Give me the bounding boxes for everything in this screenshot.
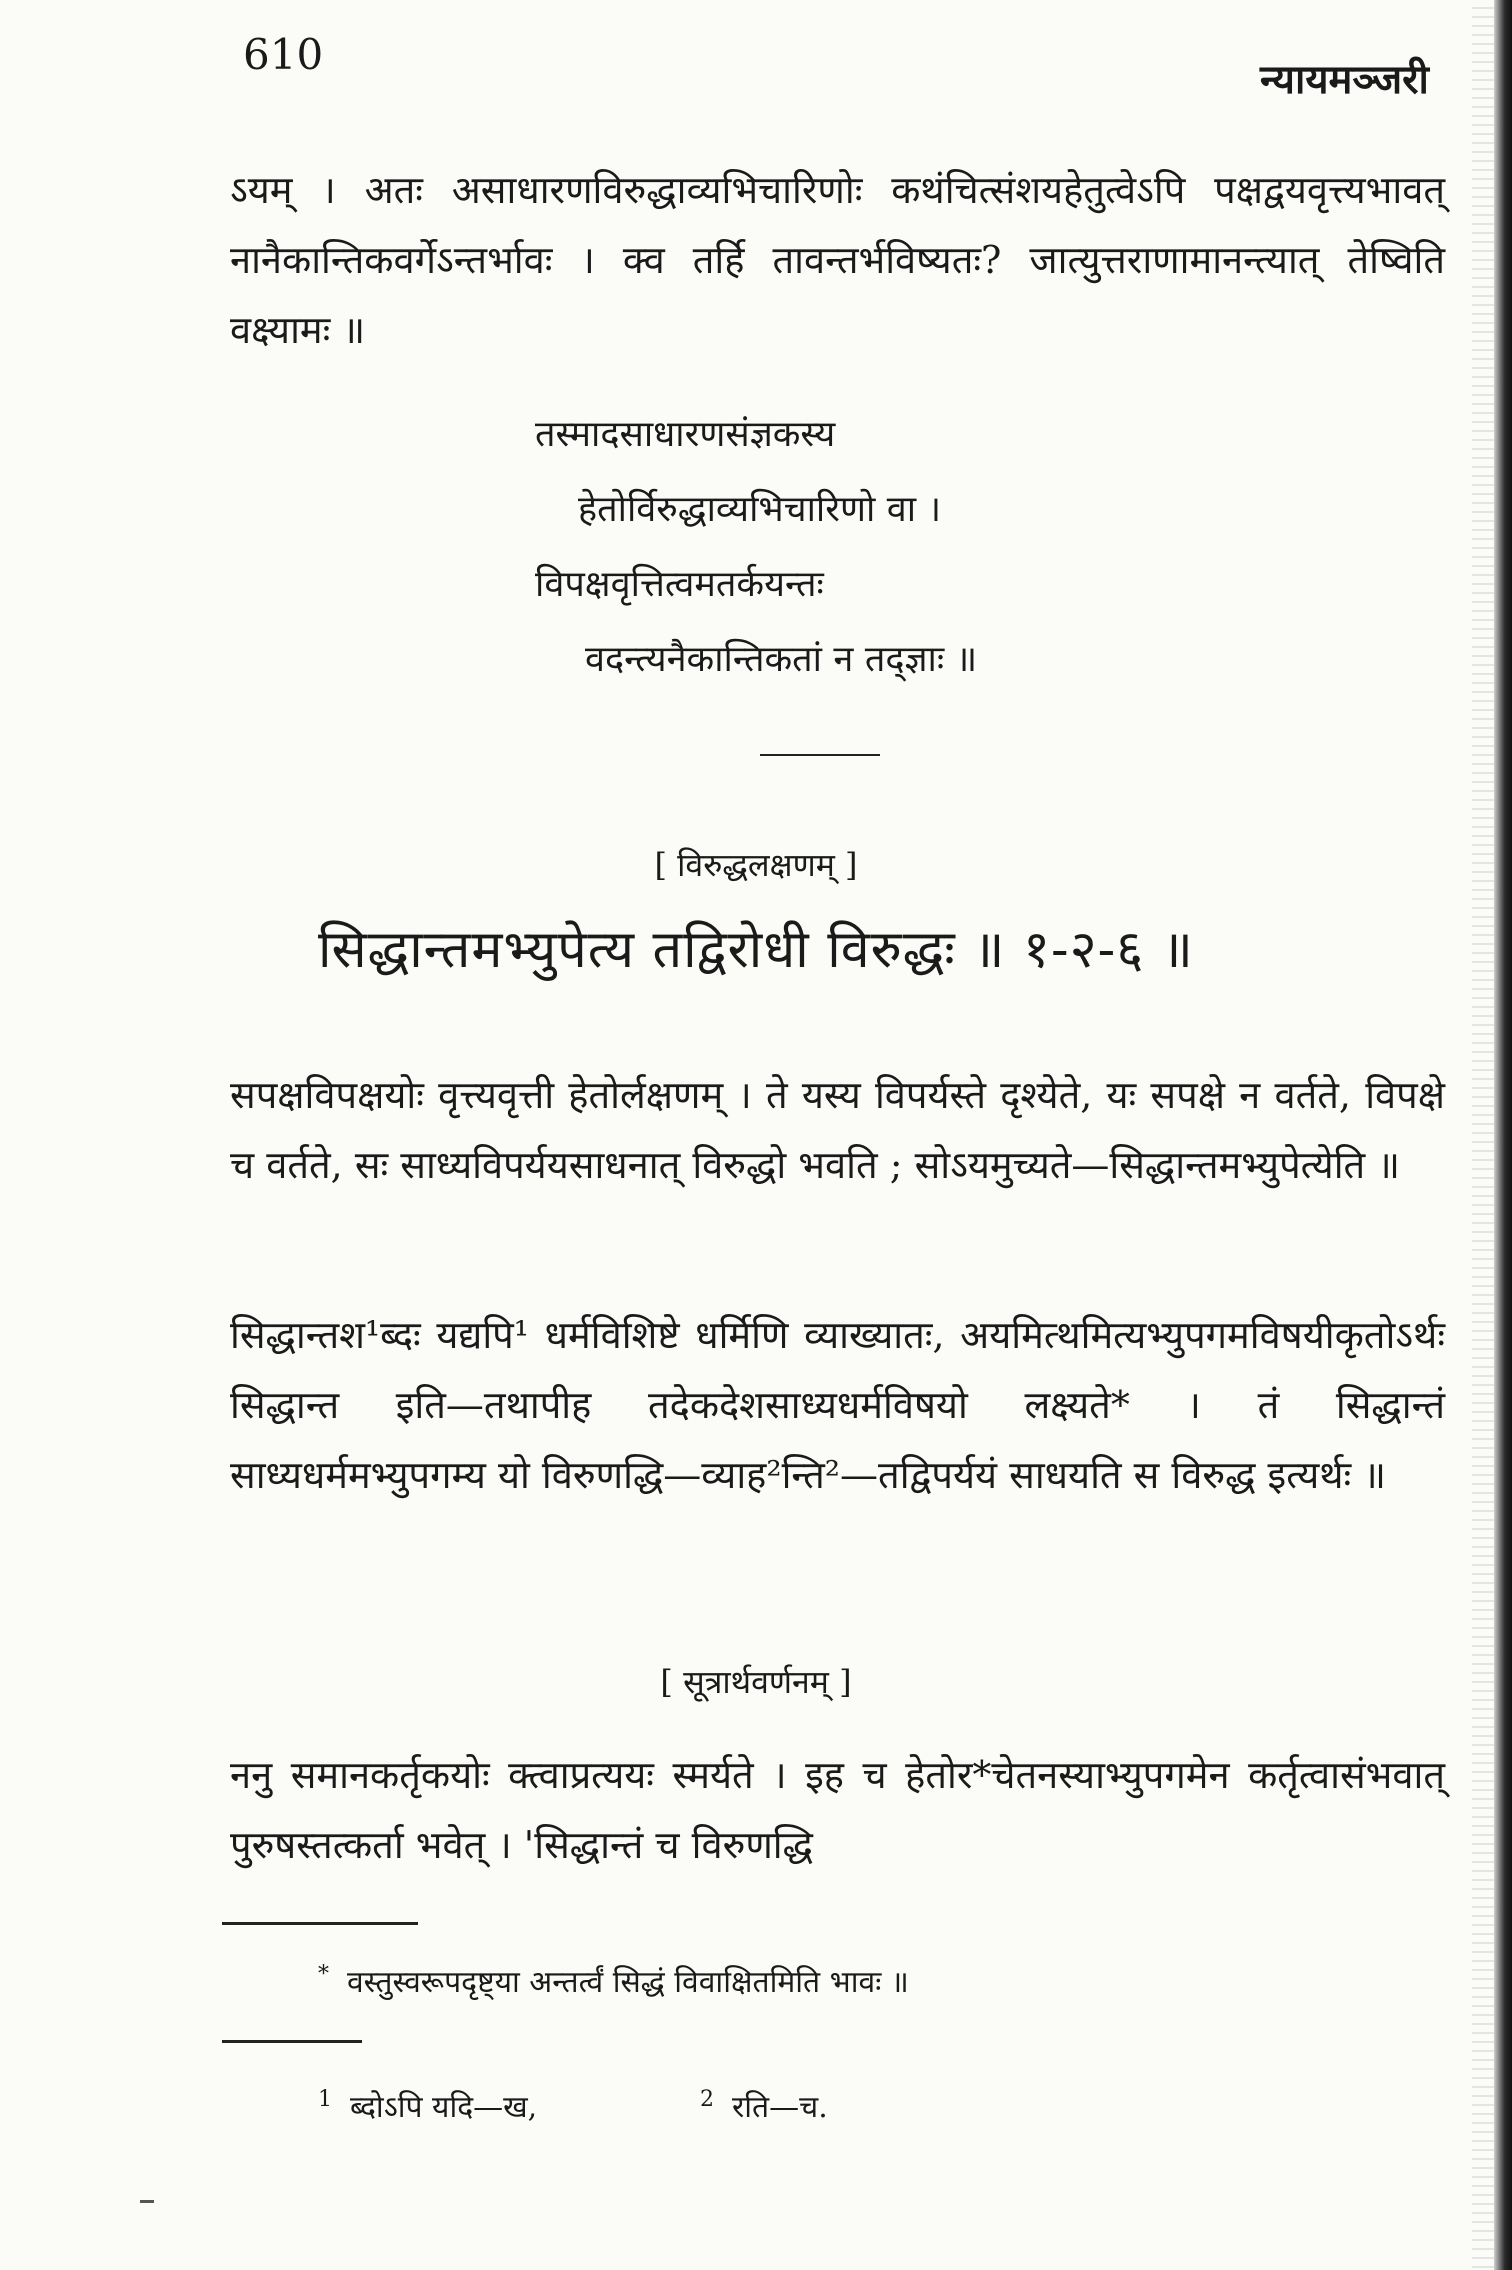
verse-line-1: तस्मादसाधारणसंज्ञकस्य bbox=[535, 414, 836, 455]
footnote-star-text: वस्तुस्वरूपदृष्ट्या अन्तर्त्वं सिद्धं विवाक्षितमिति भावः ॥ bbox=[347, 1965, 909, 2000]
paragraph-3: सिद्धान्तश¹ब्दः यद्यपि¹ धर्मविशिष्टे धर्मिणि व्याख्यातः, अयमित्थमित्यभ्युपगमविषयीकृतोऽर्थः सिद्धान्त इति—तथापीह तदेकदेशसाध्यधर्मविषयो लक्ष्यते* । तं सिद्धान्तं साध्यधर्ममभ्युपगम्य यो विरुणद्धि—व्याह²न्ति²—तद्विपर्ययं साधयति स विरुद्ध इत्यर्थः ॥ bbox=[230, 1313, 1445, 1497]
footnote-2 bbox=[700, 2085, 828, 2126]
paragraph-4: ननु समानकर्तृकयोः क्त्वाप्रत्ययः स्मर्यते । इह च हेतोर*चेतनस्याभ्युपगमेन कर्तृत्वासंभवात् पुरुषस्तत्कर्ता भवेत् । 'सिद्धान्तं च विरुणद्धि bbox=[230, 1753, 1445, 1867]
section-heading-viruddha-lakshanam: [ विरुद्धलक्षणम् ] bbox=[654, 846, 858, 884]
section-heading-sutrartha-varnanam: [ सूत्रार्थवर्णनम् ] bbox=[660, 1663, 852, 1701]
paragraph-2: सपक्षविपक्षयोः वृत्त्यवृत्ती हेतोर्लक्षणम् । ते यस्य विपर्यस्ते दृश्येते, यः सपक्षे न वर्तते, विपक्षे च वर्तते, सः साध्यविपर्ययसाधनात् विरुद्धो भवति ; सोऽयमुच्यते—सिद्धान्तमभ्युपेत्येति ॥ bbox=[230, 1073, 1445, 1187]
footnote-star bbox=[318, 1960, 909, 2001]
section-divider bbox=[760, 754, 880, 756]
paragraph-1: ऽयम् । अतः असाधारणविरुद्धाव्यभिचारिणोः कथंचित्संशयहेतुत्वेऽपि पक्षद्वयवृत्त्यभावत् नानैकान्तिकवर्गेऽन्तर्भावः । क्व तर्हि तावन्तर्भविष्यतः? जात्युत्तराणामानन्त्यात् तेष्विति वक्ष्यामः ॥ bbox=[230, 168, 1445, 352]
page-number: 610 bbox=[243, 30, 324, 79]
page-binding-edge bbox=[1494, 0, 1512, 2270]
running-title: न्यायमञ्जरी bbox=[1260, 56, 1429, 103]
print-smudge bbox=[140, 2200, 154, 2203]
verse-line-2: हेतोर्विरुद्धाव्यभिचारिणो वा । bbox=[578, 489, 942, 530]
footnote-2-text: रति—च. bbox=[732, 2090, 828, 2125]
footnote-star-mark: * bbox=[318, 1962, 329, 1987]
sutra-text: सिद्धान्तमभ्युपेत्य तद्विरोधी विरुद्धः ॥ १-२-६ ॥ bbox=[318, 920, 1194, 980]
verse-line-4: वदन्त्यनैकान्तिकतां न तद्ज्ञाः ॥ bbox=[585, 639, 978, 680]
page-edge-shadow bbox=[1472, 0, 1494, 2270]
footnote-1-mark: 1 bbox=[318, 2087, 332, 2112]
footnote-2-mark: 2 bbox=[700, 2087, 714, 2112]
footnote-1 bbox=[318, 2085, 537, 2126]
verse-line-3: विपक्षवृत्तित्वमतर्कयन्तः bbox=[535, 564, 824, 605]
footnote-rule-1 bbox=[222, 1922, 418, 1925]
footnote-rule-2 bbox=[222, 2040, 362, 2043]
footnote-1-text: ब्दोऽपि यदि—ख, bbox=[350, 2090, 538, 2125]
